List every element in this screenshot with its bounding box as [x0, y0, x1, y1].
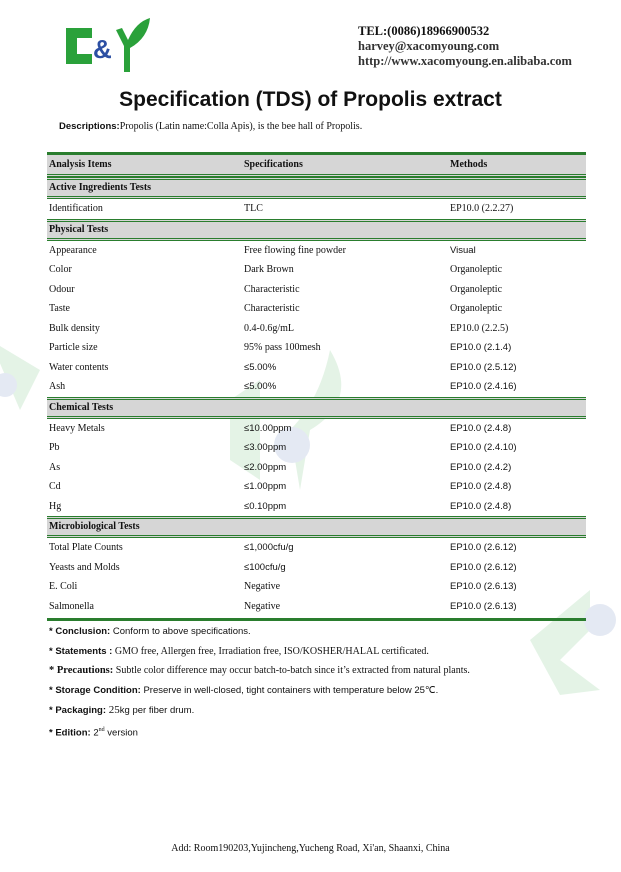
- cell-method: Organoleptic: [450, 303, 503, 314]
- cell-method: EP10.0 (2.5.12): [450, 361, 517, 373]
- cell-item: Hg: [49, 500, 62, 512]
- footer-address: Add: Room190203,Yujincheng,Yucheng Road, Xi'an, Shaanxi, China: [171, 843, 450, 854]
- cell-spec: Negative: [244, 600, 281, 612]
- cell-method: EP10.0 (2.6.13): [450, 600, 517, 612]
- cell-item: Yeasts and Molds: [49, 561, 120, 573]
- cell-item: Total Plate Counts: [49, 542, 123, 553]
- note-label: * Packaging:: [49, 705, 107, 717]
- cell-method: EP10.0 (2.2.5): [450, 322, 509, 334]
- cell-method: EP10.0 (2.6.12): [450, 561, 517, 573]
- cell-spec: ≤1.00ppm: [244, 481, 287, 492]
- header-specifications: Specifications: [244, 159, 303, 170]
- cell-method: EP10.0 (2.4.8): [450, 422, 512, 434]
- description: [59, 121, 362, 132]
- note-number: 2: [90, 727, 99, 739]
- table-row: [47, 419, 586, 439]
- note-superscript: nd: [98, 726, 105, 733]
- cell-method: EP10.0 (2.4.2): [450, 461, 512, 473]
- section-title: Chemical Tests: [49, 401, 114, 413]
- note-number: 25: [106, 704, 120, 717]
- table-row: [47, 558, 586, 578]
- note-storage: [49, 684, 470, 704]
- section-row: [47, 177, 586, 199]
- note-label: * Precautions:: [49, 665, 114, 677]
- header-analysis-items: Analysis Items: [49, 159, 112, 170]
- notes: [49, 625, 470, 743]
- cell-spec: TLC: [244, 203, 263, 214]
- table-row: [47, 260, 586, 280]
- cell-spec: ≤100cfu/g: [244, 561, 286, 573]
- cell-item: As: [49, 461, 61, 473]
- cell-item: Odour: [49, 283, 75, 295]
- table-row: [47, 299, 586, 319]
- cell-method: EP10.0 (2.4.8): [450, 500, 512, 512]
- cell-item: E. Coli: [49, 581, 78, 592]
- note-text: kg per fiber drum.: [119, 705, 195, 717]
- note-edition: [49, 723, 470, 743]
- cell-spec: ≤5.00%: [244, 361, 277, 373]
- cell-item: Appearance: [49, 244, 97, 256]
- description-text: Propolis (Latin name:Colla Apis), is the bee hall of Propolis.: [119, 121, 363, 132]
- cell-spec: Characteristic: [244, 303, 300, 314]
- cell-spec: Negative: [244, 581, 281, 592]
- note-text: Conform to above specifications.: [110, 626, 251, 637]
- cell-method: EP10.0 (2.4.10): [450, 442, 517, 453]
- note-label: * Storage Condition:: [49, 684, 141, 696]
- cell-method: EP10.0 (2.4.8): [450, 481, 512, 492]
- cell-method: Organoleptic: [450, 264, 503, 275]
- table-header: [47, 155, 586, 177]
- note-text: GMO free, Allergen free, Irradiation free, ISO/KOSHER/HALAL certificated.: [112, 645, 429, 657]
- table-row: [47, 597, 586, 617]
- table-row: [47, 199, 586, 219]
- note-label: * Conclusion:: [49, 626, 111, 637]
- table-row: [47, 358, 586, 378]
- spec-table: [47, 152, 586, 616]
- note-label: * Edition:: [49, 727, 91, 739]
- table-row: [47, 241, 586, 261]
- contact-website: http://www.xacomyoung.en.alibaba.com: [358, 54, 572, 68]
- table-row: [47, 280, 586, 300]
- section-row: [47, 397, 586, 419]
- cell-item: Cd: [49, 481, 61, 492]
- table-row: [47, 438, 586, 458]
- cell-spec: Characteristic: [244, 283, 300, 295]
- cell-item: Salmonella: [49, 600, 94, 612]
- table-row: [47, 319, 586, 339]
- company-logo: [64, 16, 154, 74]
- table-row: [47, 477, 586, 497]
- table-row: [47, 577, 586, 597]
- section-row: [47, 516, 586, 538]
- cell-item: Ash: [49, 381, 66, 392]
- section-title: Physical Tests: [49, 223, 109, 235]
- cell-spec: Dark Brown: [244, 264, 294, 275]
- cell-spec: ≤10.00ppm: [244, 422, 292, 434]
- cell-item: Particle size: [49, 342, 98, 353]
- header-methods: Methods: [450, 159, 488, 170]
- cell-method: EP10.0 (2.1.4): [450, 342, 512, 353]
- table-row: [47, 497, 586, 517]
- note-label: * Statements :: [49, 645, 113, 657]
- cell-method: EP10.0 (2.2.27): [450, 203, 514, 214]
- cell-item: Identification: [49, 203, 103, 214]
- cell-method: EP10.0 (2.6.12): [450, 542, 517, 553]
- cell-method: EP10.0 (2.4.16): [450, 381, 517, 392]
- section-title: Microbiological Tests: [49, 521, 140, 532]
- cell-spec: ≤3.00ppm: [244, 442, 287, 453]
- cell-spec: ≤2.00ppm: [244, 461, 287, 473]
- table-row: [47, 458, 586, 478]
- cell-method: Organoleptic: [450, 283, 503, 295]
- cell-spec: 0.4-0.6g/mL: [244, 322, 294, 334]
- svg-text:&: &: [93, 34, 112, 64]
- cell-item: Water contents: [49, 361, 109, 373]
- section-title: Active Ingredients Tests: [49, 182, 152, 193]
- cell-item: Taste: [49, 303, 70, 314]
- description-label: Descriptions:: [59, 121, 120, 132]
- note-packaging: [49, 703, 470, 723]
- note-text: Preserve in well-closed, tight containers with temperature below 25℃.: [140, 684, 439, 696]
- table-row: [47, 538, 586, 558]
- table-row: [47, 338, 586, 358]
- cell-item: Bulk density: [49, 322, 100, 334]
- contact-email: harvey@xacomyoung.com: [358, 39, 500, 53]
- cell-spec: Free flowing fine powder: [244, 244, 346, 256]
- note-conclusion: [49, 625, 470, 645]
- cell-method: EP10.0 (2.6.13): [450, 581, 517, 592]
- contact-block: [358, 24, 572, 69]
- note-statements: [49, 645, 470, 665]
- cell-method: Visual: [450, 244, 476, 256]
- cell-spec: 95% pass 100mesh: [244, 342, 321, 353]
- contact-tel: TEL:(0086)18966900532: [358, 24, 490, 38]
- table-row: [47, 377, 586, 397]
- cell-spec: ≤1,000cfu/g: [244, 542, 294, 553]
- cell-item: Heavy Metals: [49, 422, 105, 434]
- note-text: Subtle color difference may occur batch-to-batch since it’s extracted from natural plants.: [113, 665, 470, 677]
- cell-item: Color: [49, 264, 72, 275]
- section-row: [47, 219, 586, 241]
- cell-spec: ≤5.00%: [244, 381, 277, 392]
- table-bottom-rule: [47, 618, 586, 621]
- cell-spec: ≤0.10ppm: [244, 500, 287, 512]
- note-precautions: [49, 664, 470, 684]
- cell-item: Pb: [49, 442, 60, 453]
- page-title: Specification (TDS) of Propolis extract: [119, 88, 502, 111]
- note-text: version: [104, 727, 138, 739]
